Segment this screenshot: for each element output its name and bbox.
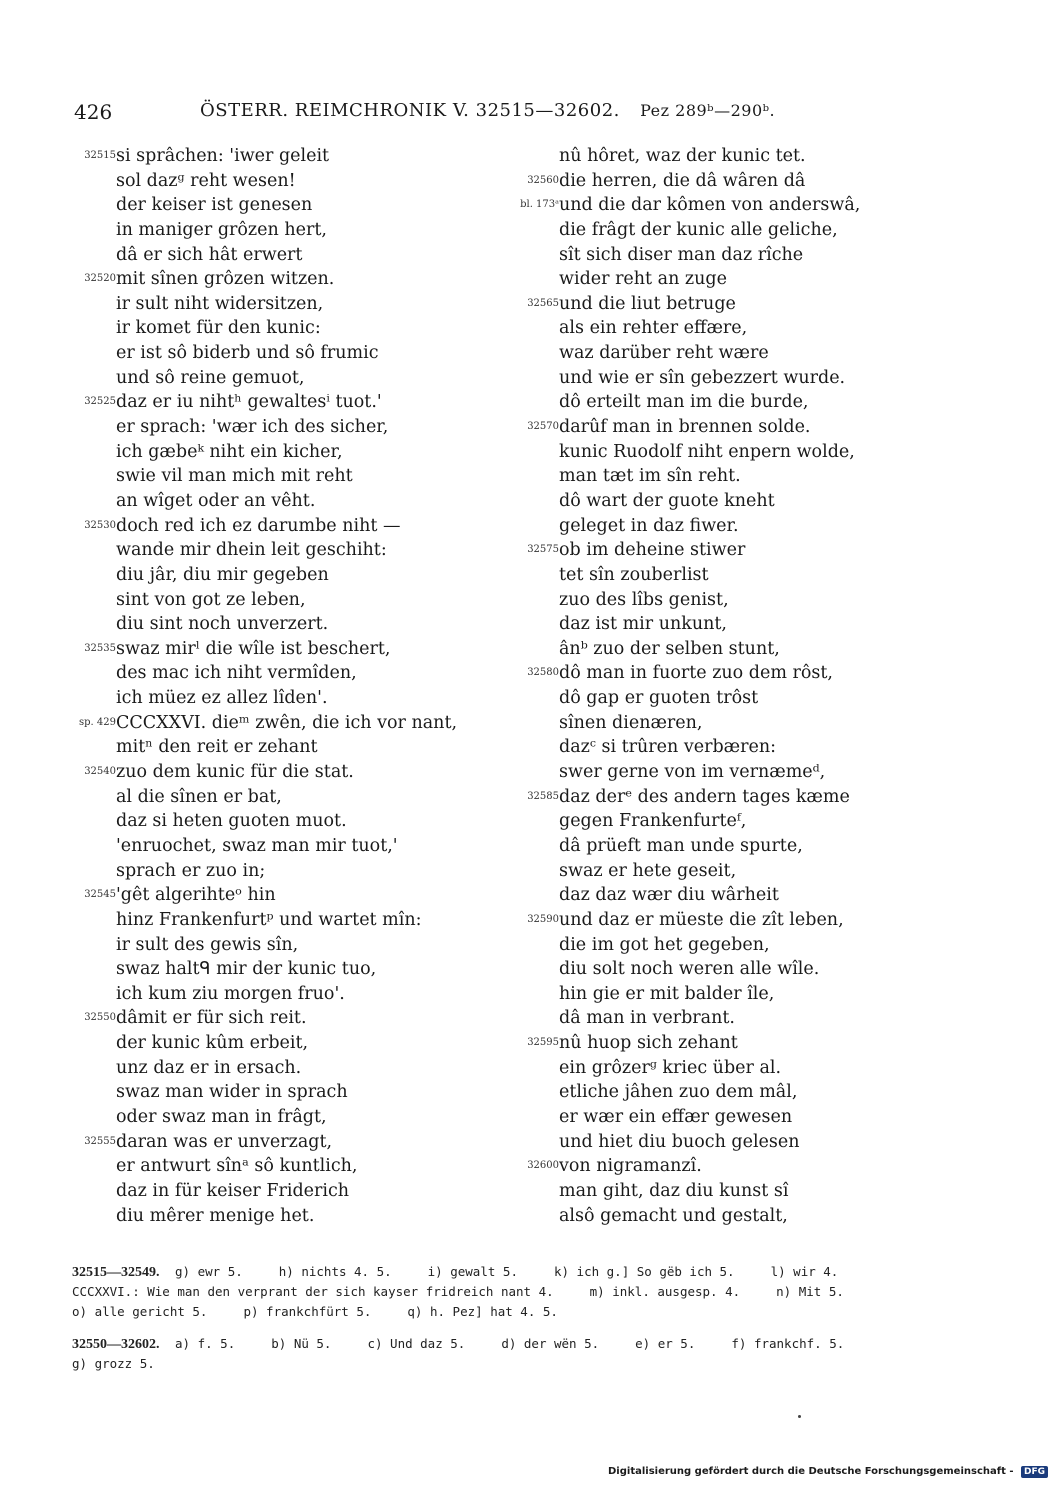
verse-line <box>60 1204 510 1229</box>
verse-line <box>60 464 510 489</box>
verse-text: daran was er unverzagt, <box>116 1131 333 1152</box>
verse-line <box>505 1006 945 1031</box>
footnote-range: 32515—32549. <box>72 1265 160 1280</box>
verse-number: 32590 <box>527 913 559 925</box>
verse-line <box>60 316 510 341</box>
verse-line <box>505 390 945 415</box>
verse-line <box>60 1031 510 1056</box>
verse-text: und die liut betruge <box>559 293 736 314</box>
verse-line <box>505 933 945 958</box>
verse-text: von nigramanzî. <box>559 1156 702 1177</box>
footnote-item: i) gewalt 5. <box>427 1264 518 1279</box>
verse-text: und sô reine gemuot, <box>116 367 305 388</box>
verse-line <box>505 859 945 884</box>
verse-number: 32580 <box>527 667 559 679</box>
verse-text: dô gap er guoten trôst <box>559 688 759 709</box>
verse-text: man tæt im sîn reht. <box>559 466 741 487</box>
verse-text: der kunic kûm erbeit, <box>116 1033 309 1054</box>
footnote-item: f) frankchf. 5. <box>731 1336 845 1351</box>
verse-text: und daz er müeste die zît leben, <box>559 909 844 930</box>
verse-line <box>60 1105 510 1130</box>
verse-line <box>505 1105 945 1130</box>
verse-number: 32550 <box>84 1012 116 1024</box>
verse-line <box>505 440 945 465</box>
verse-line <box>505 243 945 268</box>
verse-text: die herren, die dâ wâren dâ <box>559 170 806 191</box>
verse-line <box>60 612 510 637</box>
verse-line <box>60 563 510 588</box>
verse-text: und wie er sîn gebezzert wurde. <box>559 367 846 388</box>
verse-text: ich müez ez allez lîden'. <box>116 688 328 709</box>
footnote-item: p) frankchfürt 5. <box>243 1304 372 1319</box>
footnote-line <box>72 1354 942 1374</box>
verse-line <box>60 637 510 662</box>
verse-line <box>60 193 510 218</box>
verse-text: ob im deheine stiwer <box>559 540 746 561</box>
verse-text: wande mir dhein leit geschiht: <box>116 540 387 561</box>
footnote-item: m) inkl. ausgesp. 4. <box>589 1284 741 1299</box>
verse-line <box>505 908 945 933</box>
verse-text: ir komet für den kunic: <box>116 318 321 339</box>
verse-line <box>60 982 510 1007</box>
verse-text: nû hôret, waz der kunic tet. <box>559 146 806 166</box>
verse-text: ir sult des gewis sîn, <box>116 934 299 955</box>
verse-line <box>505 563 945 588</box>
verse-number: bl. 173ᵃ <box>520 199 559 211</box>
verse-text: etliche jâhen zuo dem mâl, <box>559 1082 798 1103</box>
verse-line <box>505 661 945 686</box>
running-title <box>200 100 775 121</box>
verse-text: dâ er sich hât erwert <box>116 244 303 265</box>
verse-line <box>60 341 510 366</box>
scan-speck <box>798 1415 801 1418</box>
verse-text: sol dazᵍ reht wesen! <box>116 170 296 191</box>
verse-number: 32555 <box>84 1135 116 1147</box>
verse-line <box>60 1154 510 1179</box>
verse-line <box>60 686 510 711</box>
verse-text: dazᶜ si trûren verbæren: <box>559 737 776 758</box>
verse-line <box>505 612 945 637</box>
verse-line <box>505 711 945 736</box>
verse-line <box>505 341 945 366</box>
footnote-item: a) f. 5. <box>175 1336 236 1351</box>
verse-text: als ein rehter effære, <box>559 318 748 339</box>
verse-line <box>505 144 945 169</box>
verse-line <box>60 908 510 933</box>
verse-text: dâ prüeft man unde spurte, <box>559 835 803 856</box>
verse-line <box>505 366 945 391</box>
verse-text: dâ man in verbrant. <box>559 1008 735 1029</box>
verse-text: daz ist mir unkunt, <box>559 614 727 635</box>
verse-text: diu mêrer menige het. <box>116 1205 315 1226</box>
verse-line <box>60 883 510 908</box>
verse-line <box>505 1080 945 1105</box>
verse-line <box>505 292 945 317</box>
footnote-item: h) nichts 4. 5. <box>278 1264 392 1279</box>
verse-line <box>505 489 945 514</box>
verse-line <box>60 711 510 736</box>
page-header <box>0 100 1000 128</box>
right-column <box>505 144 945 1228</box>
verse-line <box>505 834 945 859</box>
footer-text: Digitalisierung gefördert durch die Deutsche Forschungsgemeinschaft - <box>608 1466 1014 1477</box>
footnote-item: b) Nü 5. <box>271 1336 332 1351</box>
verse-line <box>60 1130 510 1155</box>
verse-text: hinz Frankenfurtᵖ und wartet mîn: <box>116 909 422 930</box>
footnotes <box>72 1262 942 1374</box>
footnote-item: l) wir 4. <box>770 1264 839 1279</box>
verse-text: oder swaz man in frâgt, <box>116 1106 327 1127</box>
verse-text: an wîget oder an vêht. <box>116 490 316 511</box>
verse-text: darûf man in brennen solde. <box>559 417 811 438</box>
verse-line <box>60 809 510 834</box>
verse-text: swaz haltᑫ mir der kunic tuo, <box>116 959 377 980</box>
footnote-line <box>72 1302 942 1322</box>
verse-text: des mac ich niht vermîden, <box>116 663 357 684</box>
verse-text: hin gie er mit balder île, <box>559 983 775 1004</box>
verse-line <box>60 538 510 563</box>
verse-text: diu sint noch unverzert. <box>116 614 329 635</box>
verse-text: mit sînen grôzen witzen. <box>116 269 335 290</box>
verse-text: dô erteilt man im die burde, <box>559 392 809 413</box>
verse-text: dô man in fuorte zuo dem rôst, <box>559 663 833 684</box>
verse-line <box>60 440 510 465</box>
footnote-item: c) Und daz 5. <box>367 1336 466 1351</box>
verse-line <box>505 1130 945 1155</box>
page-number: 426 <box>74 100 113 124</box>
verse-text: swaz mirˡ die wîle ist beschert, <box>116 638 391 659</box>
footnote-range: 32550—32602. <box>72 1337 160 1352</box>
verse-line <box>60 415 510 440</box>
verse-text: swer gerne von im vernæmeᵈ, <box>559 762 826 783</box>
verse-text: sprach er zuo in; <box>116 860 266 881</box>
verse-line <box>505 1204 945 1229</box>
verse-text: nû huop sich zehant <box>559 1033 738 1054</box>
verse-line <box>505 957 945 982</box>
verse-text: dô wart der guote kneht <box>559 490 775 511</box>
verse-text: zuo des lîbs genist, <box>559 589 729 610</box>
verse-text: und die dar kômen von anderswâ, <box>559 195 861 216</box>
verse-text: daz er iu nihtʰ gewaltesⁱ tuot.' <box>116 392 382 413</box>
verse-line <box>60 390 510 415</box>
verse-number: 32565 <box>527 297 559 309</box>
verse-number: 32535 <box>84 642 116 654</box>
verse-line <box>505 809 945 834</box>
verse-line <box>60 834 510 859</box>
verse-text: dâmit er für sich reit. <box>116 1008 307 1029</box>
verse-text: daz in für keiser Friderich <box>116 1180 350 1201</box>
left-column <box>60 144 510 1228</box>
footnote-item: CCCXXVI.: Wie man den verprant der sich kayser fridreich nant 4. <box>72 1284 554 1299</box>
verse-text: swaz er hete geseit, <box>559 860 737 881</box>
verse-line <box>505 760 945 785</box>
verse-line <box>505 169 945 194</box>
verse-line <box>60 588 510 613</box>
verse-text: waz darüber reht wære <box>559 343 769 364</box>
verse-text: ich kum ziu morgen fruo'. <box>116 983 345 1004</box>
verse-line <box>505 1179 945 1204</box>
verse-text: die im got het gegeben, <box>559 934 770 955</box>
dfg-footer <box>608 1466 1048 1478</box>
footnote-line <box>72 1262 942 1282</box>
verse-line <box>505 316 945 341</box>
verse-line <box>505 538 945 563</box>
verse-text: er wær ein effær gewesen <box>559 1106 793 1127</box>
verse-text: diu jâr, diu mir gegeben <box>116 564 329 585</box>
verse-line <box>60 243 510 268</box>
verse-line <box>505 883 945 908</box>
verse-text: diu solt noch weren alle wîle. <box>559 959 820 980</box>
verse-text: doch red ich ez darumbe niht — <box>116 515 401 536</box>
verse-line <box>505 785 945 810</box>
verse-line <box>60 366 510 391</box>
verse-line <box>60 1006 510 1031</box>
footnote-item: d) der wën 5. <box>501 1336 600 1351</box>
verse-number: sp. 429 <box>79 716 116 728</box>
verse-line <box>505 735 945 760</box>
verse-line <box>60 760 510 785</box>
verse-text: CCCXXVI. dieᵐ zwên, die ich vor nant, <box>116 712 458 733</box>
verse-number: 32595 <box>527 1037 559 1049</box>
verse-text: ânᵇ zuo der selben stunt, <box>559 638 780 659</box>
verse-line <box>505 193 945 218</box>
footnote-item: e) er 5. <box>635 1336 696 1351</box>
verse-line <box>505 637 945 662</box>
verse-line <box>505 218 945 243</box>
verse-text: gegen Frankenfurteᶠ, <box>559 811 747 832</box>
verse-line <box>60 1179 510 1204</box>
verse-number: 32560 <box>527 174 559 186</box>
verse-line <box>505 982 945 1007</box>
verse-text: man giht, daz diu kunst sî <box>559 1180 789 1201</box>
verse-text: daz derᵉ des andern tages kæme <box>559 786 850 807</box>
verse-line <box>60 144 510 169</box>
verse-text: er ist sô biderb und sô frumic <box>116 343 379 364</box>
verse-line <box>60 292 510 317</box>
verse-text: der keiser ist genesen <box>116 195 313 216</box>
verse-line <box>60 267 510 292</box>
footnote-item: n) Mit 5. <box>776 1284 844 1299</box>
dfg-logo: DFG <box>1021 1466 1048 1478</box>
verse-text: unz daz er in ersach. <box>116 1057 302 1078</box>
verse-line <box>505 1056 945 1081</box>
verse-text: geleget in daz fiwer. <box>559 515 739 536</box>
verse-text: si sprâchen: 'iwer geleit <box>116 146 330 166</box>
footnote-item: g) ewr 5. <box>175 1264 243 1279</box>
verse-text: sint von got ze leben, <box>116 589 306 610</box>
verse-line <box>505 415 945 440</box>
footnote-item: g) grozz 5. <box>72 1356 155 1371</box>
verse-line <box>60 1080 510 1105</box>
verse-number: 32530 <box>84 519 116 531</box>
verse-text: sînen dienæren, <box>559 712 703 733</box>
verse-text: ich gæbeᵏ niht ein kicher, <box>116 441 343 462</box>
footnote-item: k) ich g.] So gëb ich 5. <box>553 1264 735 1279</box>
verse-text: 'gêt algerihteᵒ hin <box>116 885 276 906</box>
verse-text: swie vil man mich mit reht <box>116 466 353 487</box>
verse-text: al die sînen er bat, <box>116 786 282 807</box>
footnote-line <box>72 1282 942 1302</box>
verse-line <box>60 785 510 810</box>
running-title-text: ÖSTERR. REIMCHRONIK V. 32515—32602. <box>200 100 620 121</box>
verse-text: ein grôzerᵍ kriec über al. <box>559 1057 782 1078</box>
verse-line <box>60 1056 510 1081</box>
verse-line <box>60 735 510 760</box>
verse-text: tet sîn zouberlist <box>559 564 709 585</box>
verse-text: swaz man wider in sprach <box>116 1082 348 1103</box>
verse-line <box>505 1154 945 1179</box>
verse-line <box>60 957 510 982</box>
verse-line <box>505 514 945 539</box>
footnote-item: o) alle gericht 5. <box>72 1304 208 1319</box>
verse-line <box>60 169 510 194</box>
verse-line <box>505 464 945 489</box>
verse-number: 32600 <box>527 1160 559 1172</box>
verse-line <box>505 686 945 711</box>
verse-text: alsô gemacht und gestalt, <box>559 1205 788 1226</box>
pez-reference: Pez 289ᵇ—290ᵇ. <box>640 101 776 120</box>
verse-text: 'enruochet, swaz man mir tuot,' <box>116 835 398 856</box>
verse-line <box>505 267 945 292</box>
verse-number: 32520 <box>84 273 116 285</box>
verse-text: ir sult niht widersitzen, <box>116 293 324 314</box>
verse-line <box>505 588 945 613</box>
verse-text: zuo dem kunic für die stat. <box>116 762 354 783</box>
verse-number: 32525 <box>84 396 116 408</box>
verse-number: 32540 <box>84 766 116 778</box>
verse-line <box>60 933 510 958</box>
verse-text: daz si heten guoten muot. <box>116 811 347 832</box>
verse-number: 32545 <box>84 889 116 901</box>
verse-text: wider reht an zuge <box>559 269 727 290</box>
verse-line <box>60 514 510 539</box>
verse-line <box>505 1031 945 1056</box>
verse-text: er sprach: 'wær ich des sicher, <box>116 417 389 438</box>
verse-number: 32585 <box>527 790 559 802</box>
verse-text: kunic Ruodolf niht enpern wolde, <box>559 441 855 462</box>
verse-line <box>60 489 510 514</box>
verse-number: 32575 <box>527 544 559 556</box>
verse-text: in maniger grôzen hert, <box>116 219 327 240</box>
verse-text: und hiet diu buoch gelesen <box>559 1131 800 1152</box>
verse-text: er antwurt sînᵃ sô kuntlich, <box>116 1156 358 1177</box>
footnote-item: q) h. Pez] hat 4. 5. <box>407 1304 558 1319</box>
verse-line <box>60 859 510 884</box>
verse-number: 32570 <box>527 421 559 433</box>
verse-text: mitⁿ den reit er zehant <box>116 737 318 758</box>
footnote-line <box>72 1334 942 1354</box>
verse-line <box>60 661 510 686</box>
verse-text: die frâgt der kunic alle geliche, <box>559 219 838 240</box>
verse-number: 32515 <box>84 150 116 161</box>
verse-text: sît sich diser man daz rîche <box>559 244 804 265</box>
verse-line <box>60 218 510 243</box>
verse-text: daz daz wær diu wârheit <box>559 885 779 906</box>
